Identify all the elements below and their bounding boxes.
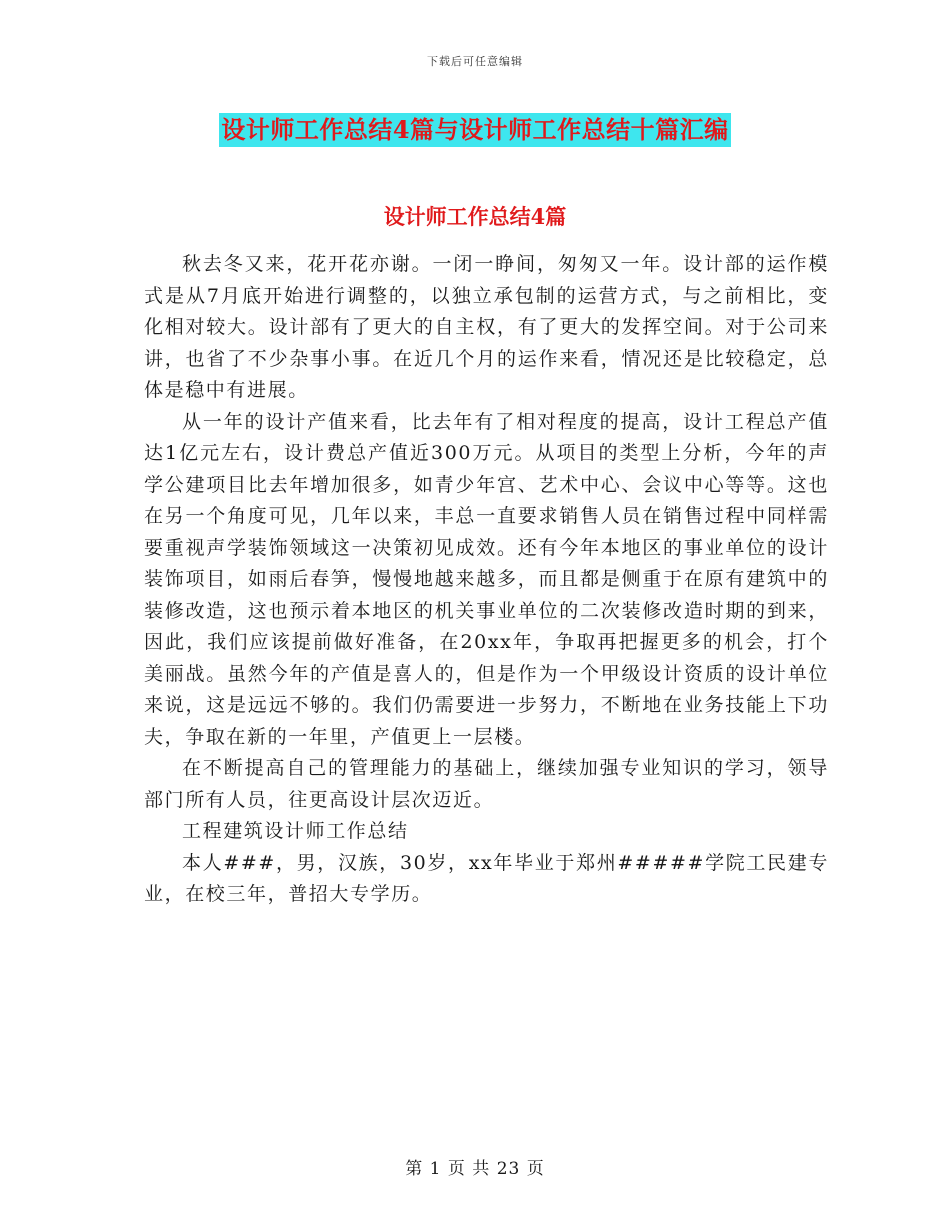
document-body — [144, 249, 829, 911]
paragraph: 工程建筑设计师工作总结 — [182, 820, 409, 842]
section-title: 设计师工作总结4篇 — [383, 204, 567, 229]
paragraph: 本人###，男，汉族，30岁，xx年毕业于郑州#####学院工民建专业，在校三年，普招大专学历。 — [144, 851, 829, 905]
header-note: 下载后可任意编辑 — [427, 55, 523, 68]
main-title: 设计师工作总结4篇与设计师工作总结十篇汇编 — [219, 113, 730, 147]
paragraph: 秋去冬又来，花开花亦谢。一闭一睁间，匆匆又一年。设计部的运作模式是从7月底开始进行调整的，以独立承包制的运营方式，与之前相比，变化相对较大。设计部有了更大的自主权，有了更大的发挥空间。对于公司来讲，也省了不少杂事小事。在近几个月的运作来看，情况还是比较稳定，总体是稳中有进展。 — [144, 253, 829, 401]
page-number-footer: 第 1 页 共 23 页 — [405, 1159, 545, 1179]
paragraph: 在不断提高自己的管理能力的基础上，继续加强专业知识的学习，领导部门所有人员，往更高设计层次迈近。 — [144, 757, 829, 811]
paragraph: 从一年的设计产值来看，比去年有了相对程度的提高，设计工程总产值达1亿元左右，设计费总产值近300万元。从项目的类型上分析，今年的声学公建项目比去年增加很多，如青少年宫、艺术中心、会议中心等等。这也在另一个角度可见，几年以来，丰总一直要求销售人员在销售过程中同样需要重视声学装饰领域这一决策初见成效。还有今年本地区的事业单位的设计装饰项目，如雨后春笋，慢慢地越来越多，而且都是侧重于在原有建筑中的装修改造，这也预示着本地区的机关事业单位的二次装修改造时期的到来，因此，我们应该提前做好准备，在20xx年，争取再把握更多的机会，打个美丽战。虽然今年的产值是喜人的，但是作为一个甲级设计资质的设计单位来说，这是远远不够的。我们仍需要进一步努力，不断地在业务技能上下功夫，争取在新的一年里，产值更上一层楼。 — [144, 410, 829, 748]
main-title-container — [0, 113, 950, 147]
